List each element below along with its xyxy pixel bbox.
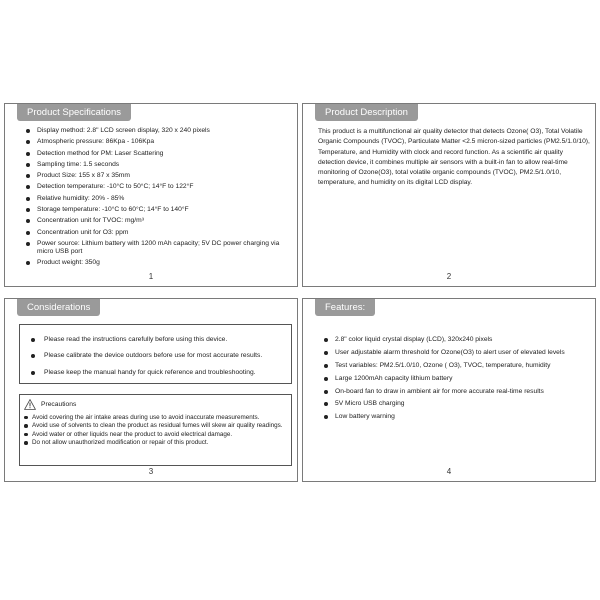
bullet-icon [26,163,30,167]
bullet-icon [26,185,30,189]
bullet-icon [31,354,35,358]
list-item: Avoid water or other liquids near the product to avoid electrical damage. [24,431,288,438]
bullet-icon [324,415,328,419]
bullet-icon [324,351,328,355]
list-item: Relative humidity: 20% - 85% [25,195,293,203]
list-item: Large 1200mAh capacity lithium battery [323,375,588,383]
bullet-icon [31,338,35,342]
section-title: Features: [315,299,375,316]
description-text: This product is a multifunctional air quality detector that detects Ozone( O3), Total Volatile Organic Compounds (TVOC), Particulate Matter <2.5 micron-sized particles (PM2.5/1.0/10), Temperature, and Humidity with clock and record function. As a scientific air quality detection device, it combines multiple air sensors with a built-in fan to allow real-time monitoring of Ozone(O3), total volatile organic compounds (TVOC), PM2.5/1.0/10, temperature, and humidity on its digital LCD display. [318,128,590,187]
bullet-icon [324,338,328,342]
list-item: Avoid covering the air intake areas during use to avoid inaccurate measurements. [24,414,288,421]
page-considerations [4,298,298,482]
list-item: Concentration unit for TVOC: mg/m³ [25,217,293,225]
section-title: Product Specifications [17,104,131,121]
bullet-icon [324,377,328,381]
precautions-box [19,394,292,466]
bullet-icon [24,416,28,420]
bullet-icon [26,208,30,212]
page-number: 3 [148,467,154,476]
list-item: 2.8" color liquid crystal display (LCD), 320x240 pixels [323,336,588,344]
bullet-icon [26,231,30,235]
bullet-icon [26,197,30,201]
list-item: Product Size: 155 x 87 x 35mm [25,172,293,180]
section-title: Considerations [17,299,100,316]
list-item: Display method: 2.8" LCD screen display, 320 x 240 pixels [25,127,293,135]
bullet-icon [24,441,28,445]
list-item: Avoid use of solvents to clean the product as residual fumes will skew air quality readings. [24,422,288,429]
bullet-icon [26,140,30,144]
bullet-icon [26,261,30,265]
page-product-specifications [4,103,298,287]
list-item: 5V Micro USB charging [323,400,588,408]
list-item: Atmospheric pressure: 86Kpa - 106Kpa [25,138,293,146]
considerations-list [28,336,286,385]
list-item: Please calibrate the device outdoors before use for most accurate results. [28,352,286,360]
spec-list [25,127,293,270]
page-features [302,298,596,482]
features-list [323,336,588,426]
list-item: Product weight: 350g [25,259,293,267]
considerations-box [19,324,292,384]
bullet-icon [26,242,30,246]
warning-triangle-icon [24,399,36,410]
bullet-icon [24,433,28,437]
bullet-icon [26,174,30,178]
section-title: Product Description [315,104,418,121]
bullet-icon [324,390,328,394]
list-item: Do not allow unauthorized modification or repair of this product. [24,439,288,446]
list-item: Power source: Lithium battery with 1200 mAh capacity; 5V DC power charging via micro USB port [25,240,293,256]
list-item: On-board fan to draw in ambient air for more accurate real-time results [323,388,588,396]
page-number: 4 [446,467,452,476]
bullet-icon [24,424,28,428]
list-item: Detection method for PM: Laser Scattering [25,150,293,158]
list-item: Storage temperature: -10°C to 60°C; 14°F to 140°F [25,206,293,214]
page-number: 2 [446,272,452,281]
bullet-icon [324,402,328,406]
list-item: User adjustable alarm threshold for Ozone(O3) to alert user of elevated levels [323,349,588,357]
bullet-icon [26,152,30,156]
precautions-title: Precautions [41,401,77,408]
bullet-icon [26,129,30,133]
page-product-description [302,103,596,287]
list-item: Detection temperature: -10°C to 50°C; 14°F to 122°F [25,183,293,191]
bullet-icon [324,364,328,368]
list-item: Please read the instructions carefully before using this device. [28,336,286,344]
page-number: 1 [148,272,154,281]
list-item: Sampling time: 1.5 seconds [25,161,293,169]
list-item: Concentration unit for O3: ppm [25,229,293,237]
bullet-icon [31,371,35,375]
precautions-list [24,414,288,448]
list-item: Test variables: PM2.5/1.0/10, Ozone ( O3), TVOC, temperature, humidity [323,362,588,370]
list-item: Please keep the manual handy for quick reference and troubleshooting. [28,369,286,377]
list-item: Low battery warning [323,413,588,421]
bullet-icon [26,219,30,223]
